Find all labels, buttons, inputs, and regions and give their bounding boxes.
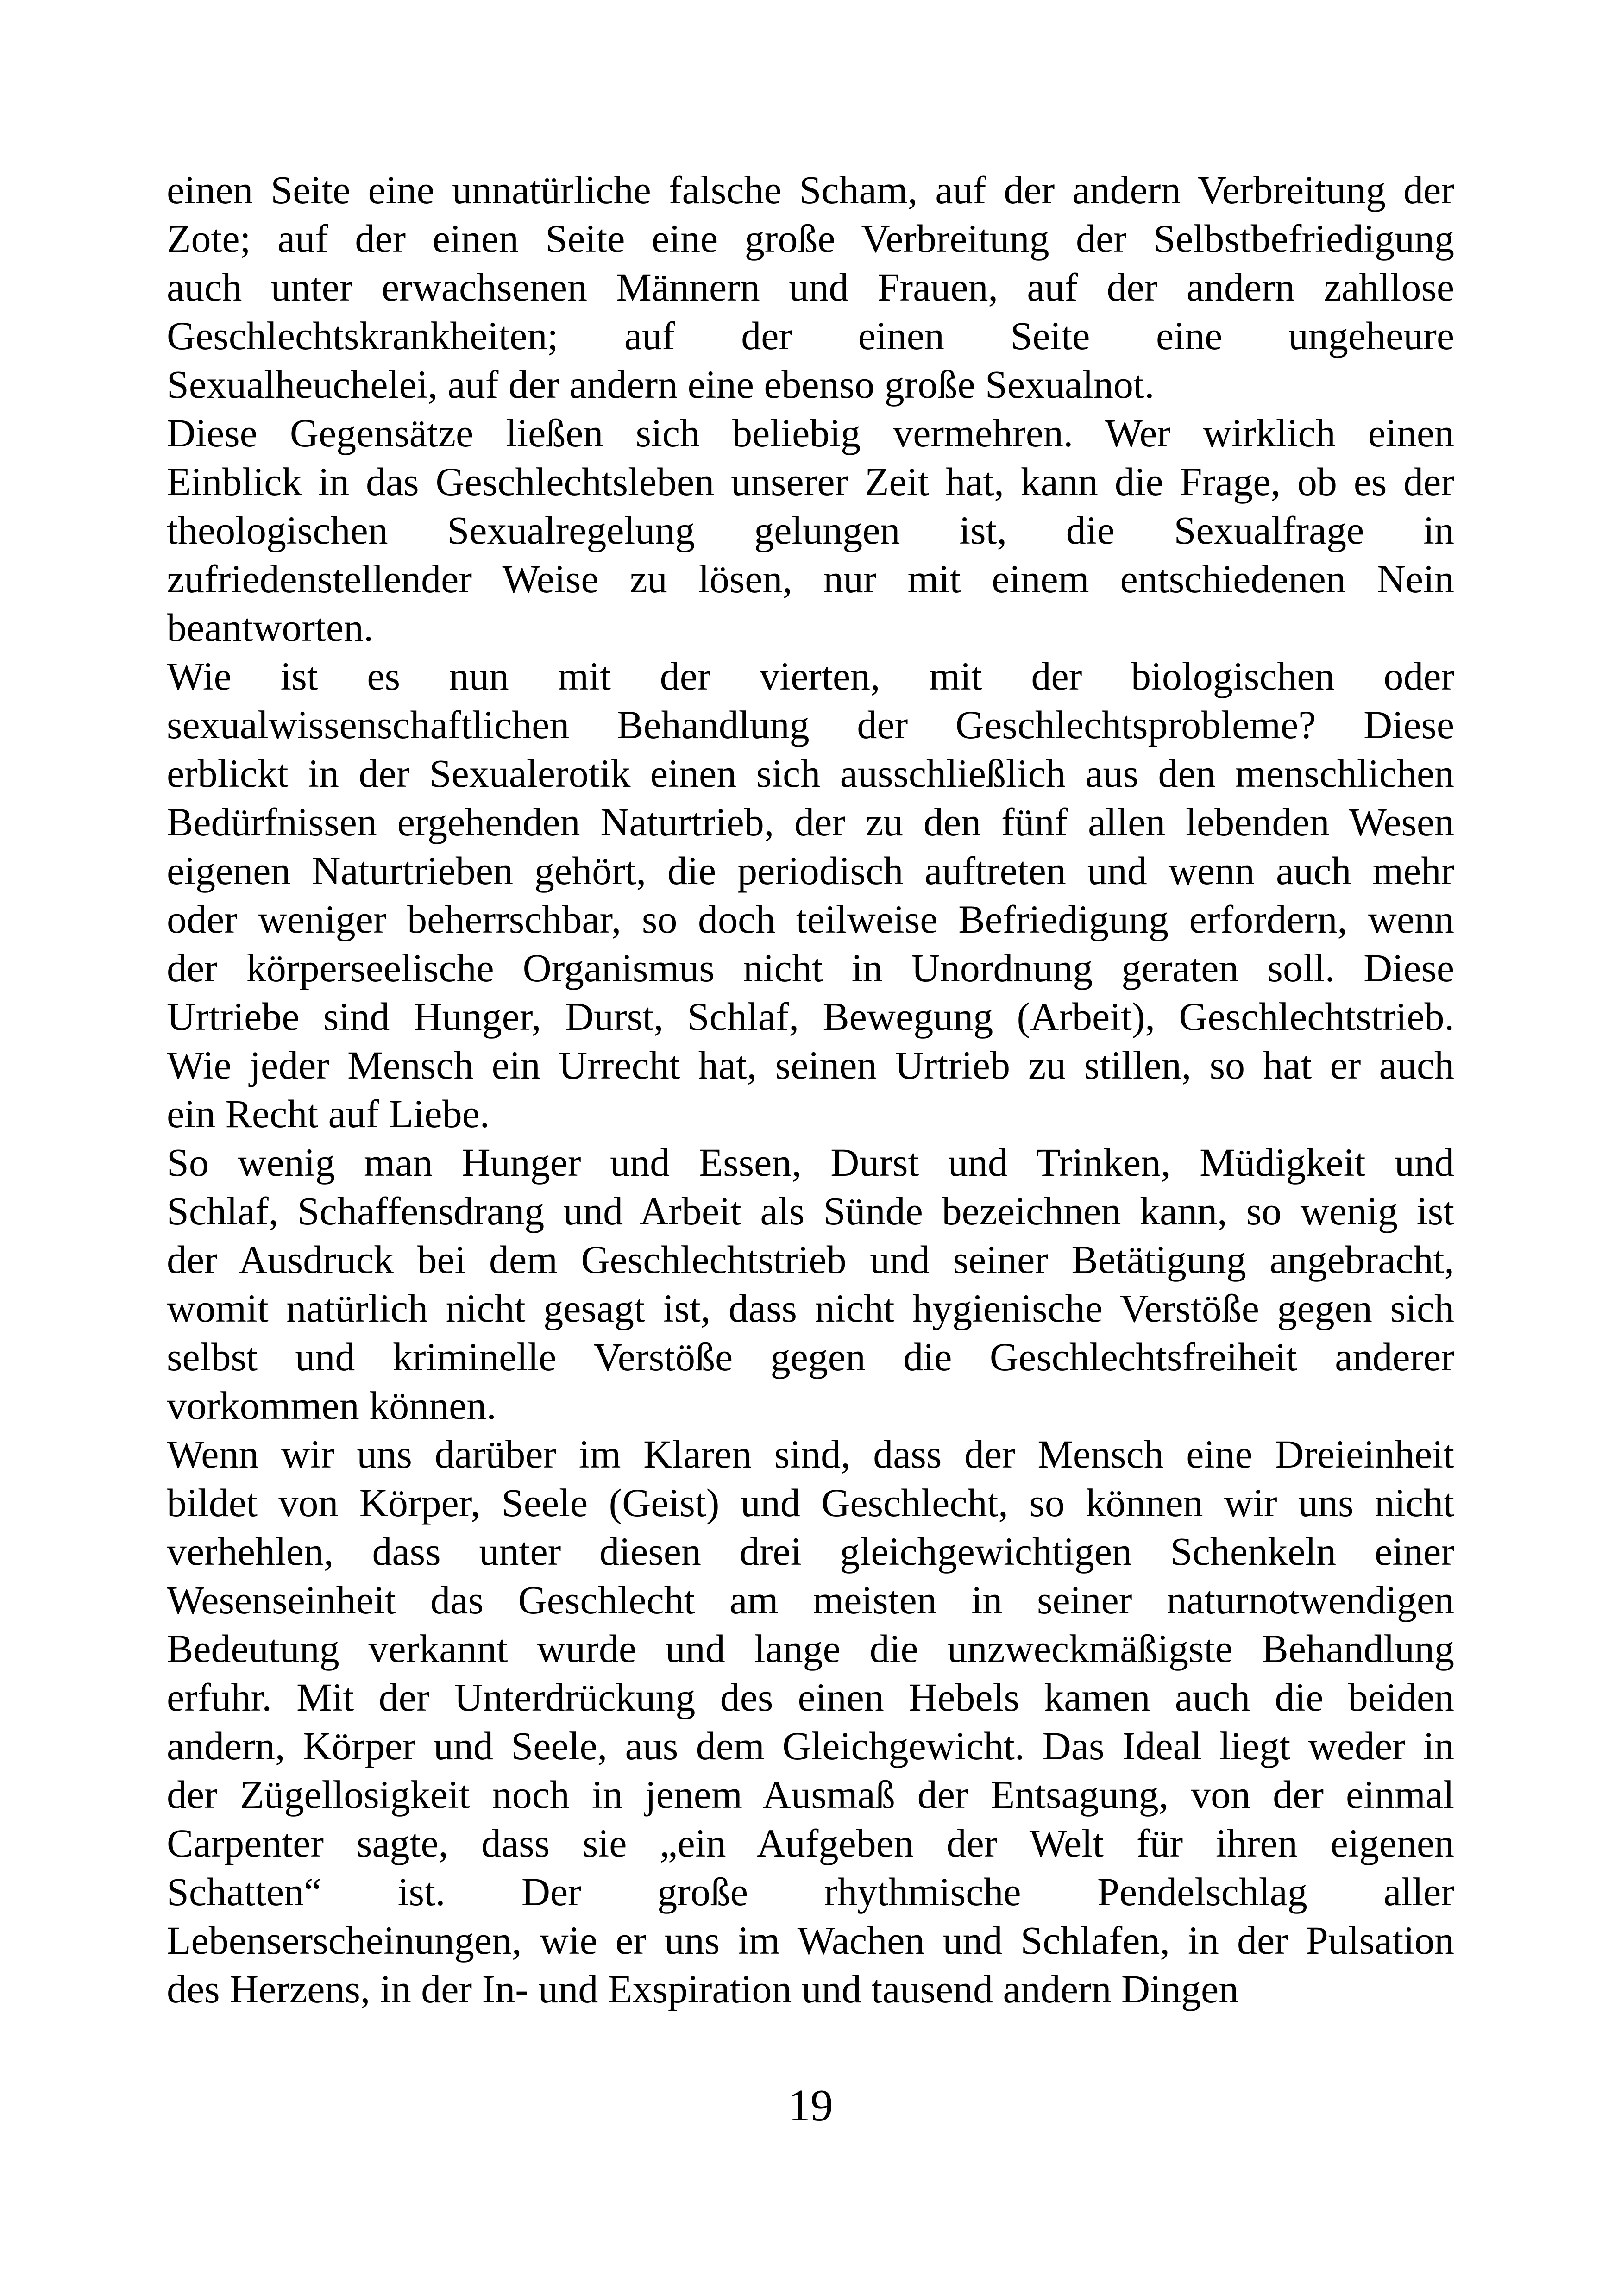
text-line: ein Recht auf Liebe. [167, 1092, 490, 1136]
text-line: sexualwissenschaftlichen Behandlung der Geschlechtsprobleme? Diese [167, 703, 1454, 747]
text-line: womit natürlich nicht gesagt ist, dass nicht hygienische Verstöße gegen sich [167, 1286, 1454, 1330]
text-line: oder weniger beherrschbar, so doch teilweise Befriedigung erfordern, wenn [167, 897, 1454, 941]
paragraph [167, 1430, 1454, 2014]
paragraph [167, 652, 1454, 1138]
text-block [167, 166, 1454, 2014]
text-line: Einblick in das Geschlechtsleben unserer Zeit hat, kann die Frage, ob es der [167, 459, 1454, 504]
text-line: beantworten. [167, 605, 374, 650]
text-line: Wie jeder Mensch ein Urrecht hat, seinen Urtrieb zu stillen, so hat er auch [167, 1043, 1454, 1087]
text-line: eigenen Naturtrieben gehört, die periodisch auftreten und wenn auch mehr [167, 848, 1454, 893]
text-line: Schatten“ ist. Der große rhythmische Pendelschlag aller [167, 1869, 1454, 1914]
text-line: Bedeutung verkannt wurde und lange die unzweckmäßigste Behandlung [167, 1626, 1454, 1671]
text-line: Wie ist es nun mit der vierten, mit der biologischen oder [167, 654, 1454, 698]
text-line: Wesenseinheit das Geschlecht am meisten in seiner naturnotwendigen [167, 1578, 1454, 1622]
text-line: auch unter erwachsenen Männern und Frauen, auf der andern zahllose [167, 265, 1454, 309]
text-line: Zote; auf der einen Seite eine große Verbreitung der Selbstbefriedigung [167, 216, 1454, 261]
text-line: andern, Körper und Seele, aus dem Gleichgewicht. Das Ideal liegt weder in [167, 1724, 1454, 1768]
text-line: Urtriebe sind Hunger, Durst, Schlaf, Bewegung (Arbeit), Geschlechtstrieb. [167, 994, 1454, 1039]
text-line: selbst und kriminelle Verstöße gegen die Geschlechtsfreiheit anderer [167, 1335, 1454, 1379]
text-line: Bedürfnissen ergehenden Naturtrieb, der zu den fünf allen lebenden Wesen [167, 800, 1454, 844]
text-line: Sexualheuchelei, auf der andern eine ebenso große Sexualnot. [167, 362, 1155, 407]
text-line: Schlaf, Schaffensdrang und Arbeit als Sünde bezeichnen kann, so wenig ist [167, 1189, 1454, 1233]
text-line: verhehlen, dass unter diesen drei gleichgewichtigen Schenkeln einer [167, 1529, 1454, 1574]
text-line: zufriedenstellender Weise zu lösen, nur mit einem entschiedenen Nein [167, 557, 1454, 601]
text-line: So wenig man Hunger und Essen, Durst und Trinken, Müdigkeit und [167, 1140, 1454, 1185]
text-line: theologischen Sexualregelung gelungen ist, die Sexualfrage in [167, 508, 1454, 552]
text-line: erblickt in der Sexualerotik einen sich ausschließlich aus den menschlichen [167, 751, 1454, 796]
text-line: Carpenter sagte, dass sie „ein Aufgeben der Welt für ihren eigenen [167, 1821, 1454, 1865]
text-line: einen Seite eine unnatürliche falsche Scham, auf der andern Verbreitung der [167, 168, 1454, 212]
text-line: der körperseelische Organismus nicht in Unordnung geraten soll. Diese [167, 946, 1454, 990]
page-number: 19 [788, 2081, 833, 2131]
text-line: der Ausdruck bei dem Geschlechtstrieb und seiner Betätigung angebracht, [167, 1237, 1454, 1282]
text-line: Geschlechtskrankheiten; auf der einen Seite eine ungeheure [167, 314, 1454, 358]
text-line: Diese Gegensätze ließen sich beliebig vermehren. Wer wirklich einen [167, 411, 1454, 455]
text-line: des Herzens, in der In- und Exspiration und tausend andern Dingen [167, 1967, 1239, 2011]
text-line: bildet von Körper, Seele (Geist) und Geschlecht, so können wir uns nicht [167, 1480, 1454, 1525]
text-line: Lebenserscheinungen, wie er uns im Wachen und Schlafen, in der Pulsation [167, 1918, 1454, 1963]
text-line: der Zügellosigkeit noch in jenem Ausmaß der Entsagung, von der einmal [167, 1772, 1454, 1817]
paragraph [167, 409, 1454, 652]
text-line: erfuhr. Mit der Unterdrückung des einen Hebels kamen auch die beiden [167, 1675, 1454, 1719]
paragraph [167, 166, 1454, 409]
text-line: vorkommen können. [167, 1383, 496, 1428]
paragraph [167, 1138, 1454, 1430]
text-line: Wenn wir uns darüber im Klaren sind, dass der Mensch eine Dreieinheit [167, 1432, 1454, 1476]
